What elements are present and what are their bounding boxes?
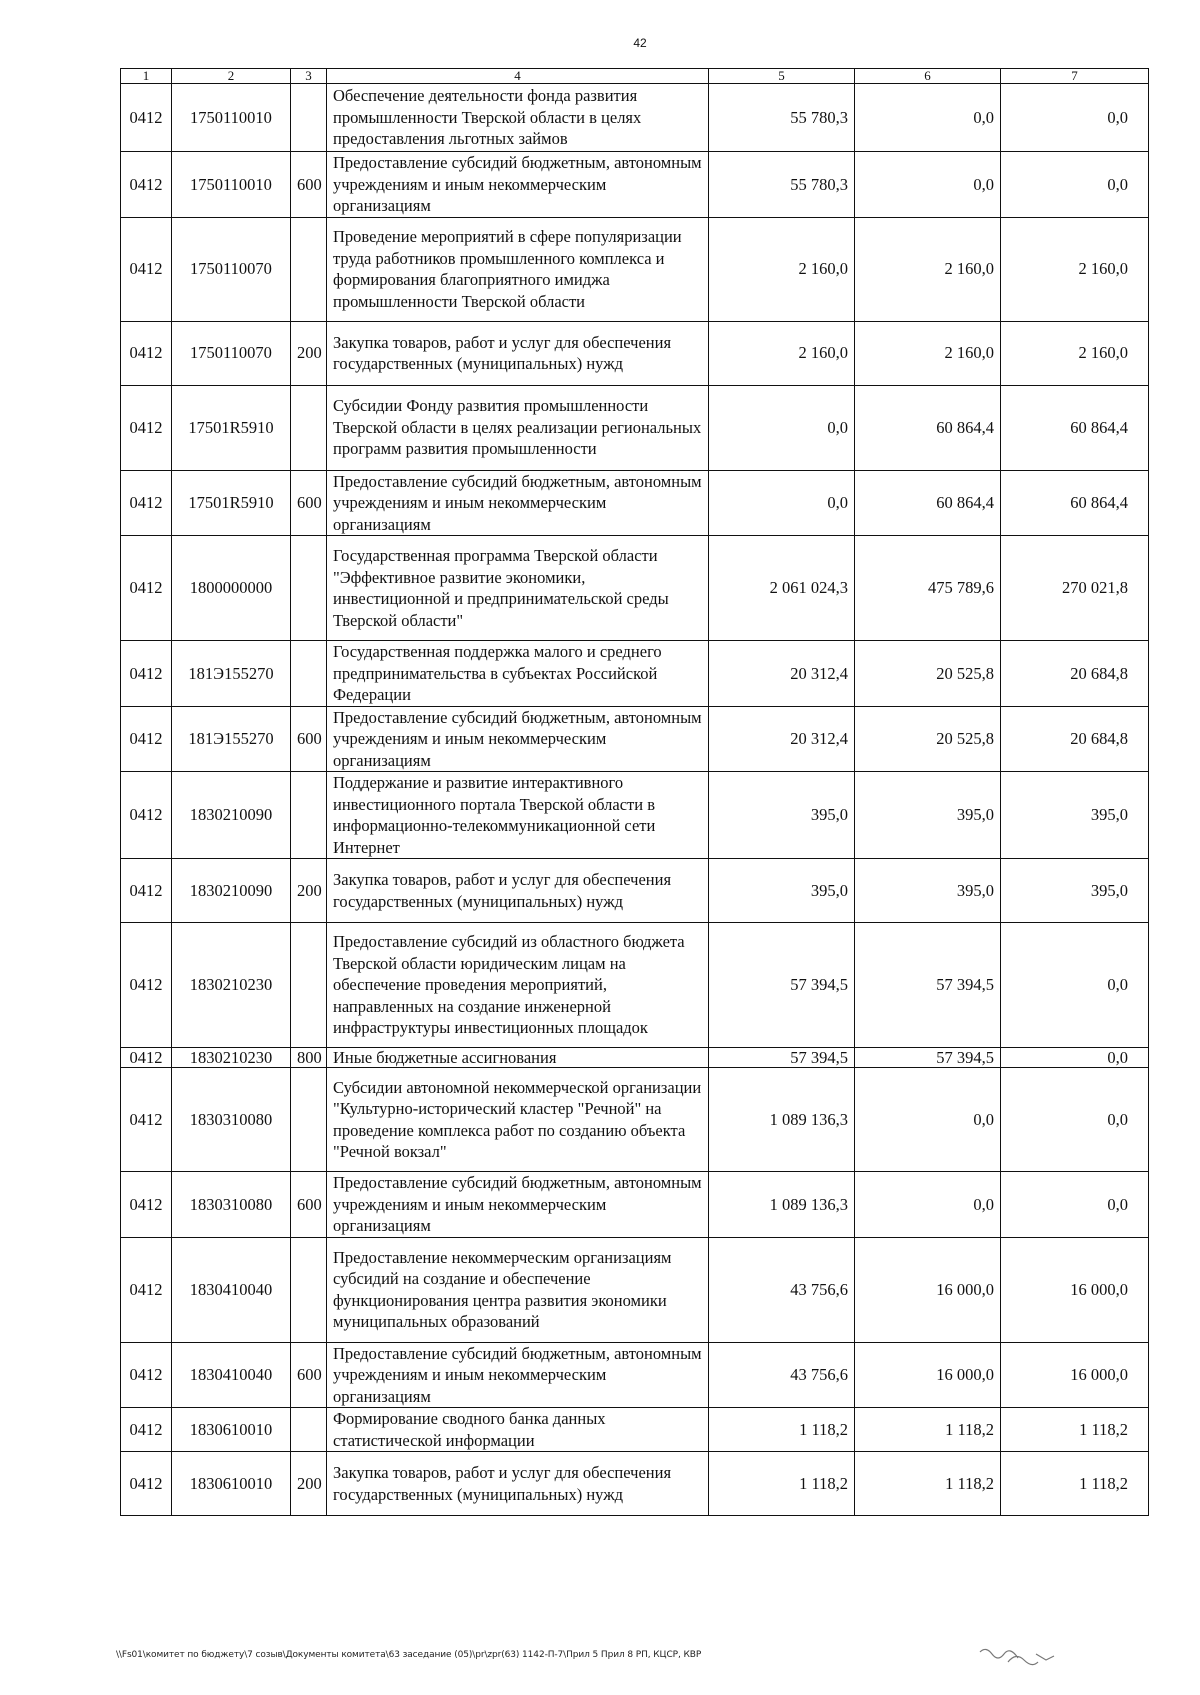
section-code-cell: 0412 [121, 470, 172, 536]
amount-col7-cell: 60 864,4 [1001, 385, 1149, 470]
amount-col6-cell: 20 525,8 [855, 706, 1001, 772]
amount-col6-cell: 20 525,8 [855, 641, 1001, 707]
table-row [121, 152, 1149, 218]
amount-col6-cell: 57 394,5 [855, 923, 1001, 1048]
section-code-cell: 0412 [121, 1452, 172, 1516]
amount-col7-cell: 2 160,0 [1001, 321, 1149, 385]
amount-col7-cell: 0,0 [1001, 1068, 1149, 1172]
section-code-cell: 0412 [121, 1342, 172, 1408]
target-article-code-cell: 17501R5910 [172, 385, 291, 470]
expense-type-code-cell: 600 [291, 1342, 327, 1408]
item-name-cell: Государственная поддержка малого и среднего предпринимательства в субъектах Российской Федерации [327, 641, 709, 707]
amount-col5-cell: 2 160,0 [709, 217, 855, 321]
item-name-cell: Предоставление субсидий из областного бюджета Тверской области юридическим лицам на обеспечение проведения мероприятий, направленных на создание инженерной инфраструктуры инвестиционных площадок [327, 923, 709, 1048]
target-article-code-cell: 1750110070 [172, 321, 291, 385]
amount-col6-cell: 2 160,0 [855, 321, 1001, 385]
amount-col5-cell: 55 780,3 [709, 152, 855, 218]
amount-col6-cell: 1 118,2 [855, 1408, 1001, 1452]
target-article-code-cell: 1830410040 [172, 1342, 291, 1408]
section-code-cell: 0412 [121, 1408, 172, 1452]
table-row [121, 470, 1149, 536]
target-article-code-cell: 1750110070 [172, 217, 291, 321]
table-row [121, 84, 1149, 152]
amount-col5-cell: 0,0 [709, 385, 855, 470]
section-code-cell: 0412 [121, 217, 172, 321]
expense-type-code-cell [291, 1068, 327, 1172]
header-col-4: 4 [327, 69, 709, 84]
item-name-cell: Предоставление субсидий бюджетным, автономным учреждениям и иным некоммерческим организациям [327, 1172, 709, 1238]
table-row [121, 1068, 1149, 1172]
item-name-cell: Поддержание и развитие интерактивного инвестиционного портала Тверской области в информационно-телекоммуникационной сети Интернет [327, 772, 709, 859]
table-row [121, 1237, 1149, 1342]
target-article-code-cell: 1830210090 [172, 772, 291, 859]
page-number: 42 [633, 36, 647, 50]
amount-col7-cell: 395,0 [1001, 859, 1149, 923]
section-code-cell: 0412 [121, 1048, 172, 1068]
target-article-code-cell: 1830410040 [172, 1237, 291, 1342]
table-row [121, 1408, 1149, 1452]
expense-type-code-cell [291, 217, 327, 321]
target-article-code-cell: 1830610010 [172, 1408, 291, 1452]
expense-type-code-cell: 200 [291, 1452, 327, 1516]
amount-col5-cell: 1 118,2 [709, 1452, 855, 1516]
budget-table [120, 68, 1149, 1516]
section-code-cell: 0412 [121, 1068, 172, 1172]
amount-col7-cell: 0,0 [1001, 84, 1149, 152]
amount-col6-cell: 395,0 [855, 772, 1001, 859]
amount-col7-cell: 0,0 [1001, 923, 1149, 1048]
item-name-cell: Обеспечение деятельности фонда развития промышленности Тверской области в целях предоставления льготных займов [327, 84, 709, 152]
table-row [121, 321, 1149, 385]
expense-type-code-cell [291, 385, 327, 470]
table-row [121, 1342, 1149, 1408]
item-name-cell: Закупка товаров, работ и услуг для обеспечения государственных (муниципальных) нужд [327, 321, 709, 385]
item-name-cell: Предоставление некоммерческим организациям субсидий на создание и обеспечение функционирования центра развития экономики муниципальных образований [327, 1237, 709, 1342]
amount-col5-cell: 43 756,6 [709, 1237, 855, 1342]
section-code-cell: 0412 [121, 1172, 172, 1238]
amount-col6-cell: 2 160,0 [855, 217, 1001, 321]
amount-col7-cell: 16 000,0 [1001, 1342, 1149, 1408]
item-name-cell: Государственная программа Тверской области "Эффективное развитие экономики, инвестиционной и предпринимательской среды Тверской области" [327, 536, 709, 641]
amount-col6-cell: 60 864,4 [855, 470, 1001, 536]
expense-type-code-cell: 600 [291, 152, 327, 218]
amount-col7-cell: 20 684,8 [1001, 706, 1149, 772]
item-name-cell: Предоставление субсидий бюджетным, автономным учреждениям и иным некоммерческим организациям [327, 1342, 709, 1408]
amount-col5-cell: 43 756,6 [709, 1342, 855, 1408]
target-article-code-cell: 1830210090 [172, 859, 291, 923]
amount-col7-cell: 270 021,8 [1001, 536, 1149, 641]
header-col-5: 5 [709, 69, 855, 84]
amount-col6-cell: 0,0 [855, 152, 1001, 218]
table-body [121, 84, 1149, 1516]
table-row [121, 923, 1149, 1048]
amount-col7-cell: 0,0 [1001, 1172, 1149, 1238]
expense-type-code-cell: 600 [291, 470, 327, 536]
item-name-cell: Формирование сводного банка данных статистической информации [327, 1408, 709, 1452]
section-code-cell: 0412 [121, 536, 172, 641]
table-row [121, 1172, 1149, 1238]
expense-type-code-cell [291, 772, 327, 859]
amount-col5-cell: 0,0 [709, 470, 855, 536]
amount-col5-cell: 20 312,4 [709, 706, 855, 772]
amount-col6-cell: 475 789,6 [855, 536, 1001, 641]
footer-file-path: \\Fs01\комитет по бюджету\7 созыв\Документы комитета\63 заседание (05)\pr\zpr(63) 1142-П-7\Прил 5 Прил 8 РП, КЦСР, КВР [116, 1650, 702, 1660]
amount-col7-cell: 60 864,4 [1001, 470, 1149, 536]
target-article-code-cell: 1830210230 [172, 1048, 291, 1068]
target-article-code-cell: 181Э155270 [172, 706, 291, 772]
target-article-code-cell: 181Э155270 [172, 641, 291, 707]
expense-type-code-cell: 600 [291, 1172, 327, 1238]
amount-col6-cell: 16 000,0 [855, 1237, 1001, 1342]
expense-type-code-cell [291, 536, 327, 641]
header-col-1: 1 [121, 69, 172, 84]
expense-type-code-cell: 600 [291, 706, 327, 772]
header-col-6: 6 [855, 69, 1001, 84]
amount-col7-cell: 16 000,0 [1001, 1237, 1149, 1342]
amount-col7-cell: 20 684,8 [1001, 641, 1149, 707]
header-row [121, 69, 1149, 84]
amount-col7-cell: 1 118,2 [1001, 1408, 1149, 1452]
amount-col5-cell: 1 089 136,3 [709, 1172, 855, 1238]
amount-col6-cell: 16 000,0 [855, 1342, 1001, 1408]
table-row [121, 772, 1149, 859]
item-name-cell: Предоставление субсидий бюджетным, автономным учреждениям и иным некоммерческим организациям [327, 470, 709, 536]
section-code-cell: 0412 [121, 321, 172, 385]
amount-col7-cell: 0,0 [1001, 1048, 1149, 1068]
target-article-code-cell: 1750110010 [172, 84, 291, 152]
amount-col7-cell: 1 118,2 [1001, 1452, 1149, 1516]
item-name-cell: Проведение мероприятий в сфере популяризации труда работников промышленного комплекса и формирования благоприятного имиджа промышленности Тверской области [327, 217, 709, 321]
item-name-cell: Иные бюджетные ассигнования [327, 1048, 709, 1068]
amount-col5-cell: 2 061 024,3 [709, 536, 855, 641]
expense-type-code-cell: 200 [291, 321, 327, 385]
target-article-code-cell: 1830210230 [172, 923, 291, 1048]
amount-col7-cell: 0,0 [1001, 152, 1149, 218]
handwritten-mark [978, 1640, 1058, 1670]
amount-col5-cell: 2 160,0 [709, 321, 855, 385]
amount-col5-cell: 55 780,3 [709, 84, 855, 152]
amount-col6-cell: 0,0 [855, 1172, 1001, 1238]
table-row [121, 217, 1149, 321]
section-code-cell: 0412 [121, 1237, 172, 1342]
table-row [121, 641, 1149, 707]
section-code-cell: 0412 [121, 84, 172, 152]
amount-col5-cell: 57 394,5 [709, 923, 855, 1048]
section-code-cell: 0412 [121, 385, 172, 470]
target-article-code-cell: 1830310080 [172, 1068, 291, 1172]
target-article-code-cell: 1750110010 [172, 152, 291, 218]
expense-type-code-cell [291, 1237, 327, 1342]
target-article-code-cell: 1830610010 [172, 1452, 291, 1516]
amount-col6-cell: 395,0 [855, 859, 1001, 923]
section-code-cell: 0412 [121, 641, 172, 707]
amount-col5-cell: 1 089 136,3 [709, 1068, 855, 1172]
amount-col6-cell: 1 118,2 [855, 1452, 1001, 1516]
amount-col5-cell: 1 118,2 [709, 1408, 855, 1452]
expense-type-code-cell: 800 [291, 1048, 327, 1068]
amount-col7-cell: 2 160,0 [1001, 217, 1149, 321]
section-code-cell: 0412 [121, 923, 172, 1048]
section-code-cell: 0412 [121, 152, 172, 218]
amount-col6-cell: 57 394,5 [855, 1048, 1001, 1068]
header-col-3: 3 [291, 69, 327, 84]
amount-col6-cell: 0,0 [855, 84, 1001, 152]
section-code-cell: 0412 [121, 706, 172, 772]
section-code-cell: 0412 [121, 772, 172, 859]
target-article-code-cell: 1800000000 [172, 536, 291, 641]
amount-col5-cell: 57 394,5 [709, 1048, 855, 1068]
expense-type-code-cell [291, 641, 327, 707]
table-row [121, 1452, 1149, 1516]
item-name-cell: Субсидии Фонду развития промышленности Тверской области в целях реализации региональных программ развития промышленности [327, 385, 709, 470]
amount-col6-cell: 0,0 [855, 1068, 1001, 1172]
header-col-7: 7 [1001, 69, 1149, 84]
section-code-cell: 0412 [121, 859, 172, 923]
expense-type-code-cell: 200 [291, 859, 327, 923]
expense-type-code-cell [291, 923, 327, 1048]
item-name-cell: Предоставление субсидий бюджетным, автономным учреждениям и иным некоммерческим организациям [327, 706, 709, 772]
amount-col7-cell: 395,0 [1001, 772, 1149, 859]
expense-type-code-cell [291, 1408, 327, 1452]
target-article-code-cell: 1830310080 [172, 1172, 291, 1238]
table-row [121, 859, 1149, 923]
table-row [121, 385, 1149, 470]
table-row [121, 706, 1149, 772]
target-article-code-cell: 17501R5910 [172, 470, 291, 536]
amount-col5-cell: 20 312,4 [709, 641, 855, 707]
item-name-cell: Закупка товаров, работ и услуг для обеспечения государственных (муниципальных) нужд [327, 859, 709, 923]
header-col-2: 2 [172, 69, 291, 84]
item-name-cell: Закупка товаров, работ и услуг для обеспечения государственных (муниципальных) нужд [327, 1452, 709, 1516]
amount-col6-cell: 60 864,4 [855, 385, 1001, 470]
amount-col5-cell: 395,0 [709, 859, 855, 923]
table-row [121, 536, 1149, 641]
item-name-cell: Предоставление субсидий бюджетным, автономным учреждениям и иным некоммерческим организациям [327, 152, 709, 218]
expense-type-code-cell [291, 84, 327, 152]
item-name-cell: Субсидии автономной некоммерческой организации "Культурно-исторический кластер "Речной" на проведение комплекса работ по созданию объекта "Речной вокзал" [327, 1068, 709, 1172]
amount-col5-cell: 395,0 [709, 772, 855, 859]
table-row [121, 1048, 1149, 1068]
